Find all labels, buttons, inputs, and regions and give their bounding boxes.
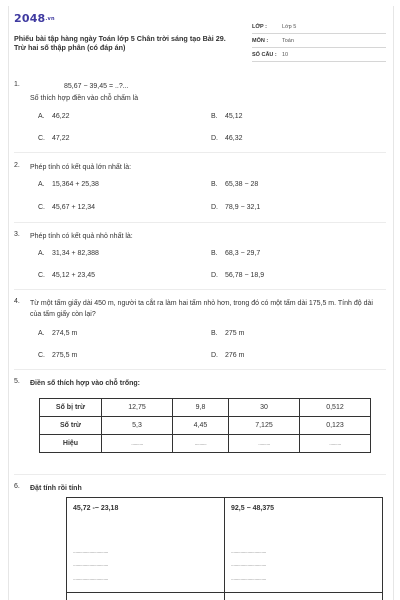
option-a[interactable]	[38, 250, 99, 257]
option-letter: C.	[38, 135, 45, 142]
table-cell: 30	[229, 399, 300, 417]
work-cell-4[interactable]	[224, 592, 383, 600]
question-text: Phép tính có kết quả nhỏ nhất là:	[30, 233, 133, 240]
work-line: ..............................	[73, 562, 109, 568]
question-number: 2.	[14, 162, 20, 169]
work-line: ..............................	[231, 562, 267, 568]
option-text: 45,67 + 12,34	[52, 204, 96, 211]
table-row	[40, 399, 371, 417]
option-b[interactable]	[211, 330, 244, 337]
divider	[14, 222, 386, 223]
meta-label: MÔN :	[252, 37, 269, 44]
option-d[interactable]	[211, 272, 264, 279]
option-letter: B.	[211, 330, 218, 337]
row-header: Hiệu	[40, 435, 102, 453]
question-text: Điền số thích hợp vào chỗ trống:	[30, 380, 140, 387]
option-text: 46,22	[52, 113, 70, 120]
option-c[interactable]	[38, 352, 77, 359]
option-letter: C.	[38, 204, 45, 211]
row-header: Số bị trừ	[40, 399, 102, 417]
option-d[interactable]	[211, 204, 260, 211]
work-expression: 92,5 − 48,375	[231, 505, 275, 512]
option-text: 65,38 − 28	[225, 181, 259, 188]
table-cell: 0,123	[299, 417, 370, 435]
meta-row-subject	[252, 34, 386, 48]
question-text: Số thích hợp điền vào chỗ chấm là	[30, 95, 139, 102]
option-letter: D.	[211, 352, 218, 359]
meta-row-count	[252, 48, 386, 62]
option-text: 45,12	[225, 113, 243, 120]
worksheet-header	[14, 12, 386, 64]
option-text: 276 m	[225, 352, 245, 359]
table-cell: 9,8	[172, 399, 228, 417]
option-text: 31,34 + 82,388	[52, 250, 99, 257]
option-letter: A.	[38, 113, 45, 120]
option-text: 45,12 + 23,45	[52, 272, 96, 279]
option-letter: B.	[211, 113, 218, 120]
option-letter: B.	[211, 181, 218, 188]
option-text: 46,32	[225, 135, 243, 142]
question-text: Đặt tính rồi tính	[30, 485, 82, 492]
meta-value: Lớp 5	[282, 23, 297, 30]
option-text: 47,22	[52, 135, 70, 142]
answer-blank[interactable]: ..........	[102, 435, 173, 453]
divider	[14, 152, 386, 153]
option-text: 15,364 + 25,38	[52, 181, 99, 188]
table-row	[40, 417, 371, 435]
question-number: 3.	[14, 231, 20, 238]
option-letter: D.	[211, 204, 218, 211]
option-letter: B.	[211, 250, 218, 257]
option-text: 275,5 m	[52, 352, 78, 359]
option-c[interactable]	[38, 204, 95, 211]
option-a[interactable]	[38, 330, 77, 337]
option-letter: A.	[38, 181, 45, 188]
option-text: 56,78 − 18,9	[225, 272, 265, 279]
answer-blank[interactable]: ..........	[299, 435, 370, 453]
work-line: ..............................	[231, 549, 267, 555]
table-cell: 4,45	[172, 417, 228, 435]
option-letter: A.	[38, 330, 45, 337]
divider	[14, 369, 386, 370]
option-b[interactable]	[211, 250, 260, 257]
question-number: 6.	[14, 483, 20, 490]
option-letter: D.	[211, 135, 218, 142]
table-cell: 12,75	[102, 399, 173, 417]
work-cell-1[interactable]	[66, 497, 225, 593]
meta-label: LỚP :	[252, 23, 267, 30]
divider	[14, 474, 386, 475]
option-a[interactable]	[38, 181, 99, 188]
logo-text: 2048	[14, 12, 46, 25]
page-title: Phiếu bài tập hàng ngày Toán lớp 5 Chân trời sáng tạo Bài 29. Trừ hai số thập phân (có đáp án)	[14, 34, 226, 52]
work-cell-2[interactable]	[224, 497, 383, 593]
work-expression: 45,72 -− 23,18	[73, 505, 119, 512]
work-line: ..............................	[231, 576, 267, 582]
fill-in-table	[39, 398, 371, 453]
row-header: Số trừ	[40, 417, 102, 435]
logo-suffix: .vn	[45, 16, 55, 22]
work-line: ..............................	[73, 576, 109, 582]
table-cell: 5,3	[102, 417, 173, 435]
site-logo[interactable]	[14, 12, 55, 25]
table-row	[40, 435, 371, 453]
table-cell: 0,512	[299, 399, 370, 417]
meta-value: 10	[282, 51, 289, 58]
question-number: 1.	[14, 81, 20, 88]
question-number: 4.	[14, 298, 20, 305]
option-letter: A.	[38, 250, 45, 257]
option-text: 274,5 m	[52, 330, 78, 337]
option-letter: C.	[38, 352, 45, 359]
option-a[interactable]	[38, 113, 70, 120]
meta-label: SỐ CÂU :	[252, 51, 277, 58]
option-b[interactable]	[211, 181, 258, 188]
answer-blank[interactable]: ..........	[172, 435, 228, 453]
option-c[interactable]	[38, 272, 95, 279]
option-b[interactable]	[211, 113, 243, 120]
option-d[interactable]	[211, 352, 244, 359]
divider	[14, 289, 386, 290]
option-text: 78,9 − 32,1	[225, 204, 261, 211]
question-text: Phép tính có kết quả lớn nhất là:	[30, 164, 132, 171]
table-cell: 7,125	[229, 417, 300, 435]
work-line: ..............................	[73, 549, 109, 555]
meta-panel	[252, 20, 386, 62]
option-c[interactable]	[38, 135, 70, 142]
option-letter: C.	[38, 272, 45, 279]
meta-value: Toán	[282, 37, 294, 44]
question-number: 5.	[14, 378, 20, 385]
option-text: 275 m	[225, 330, 245, 337]
work-cell-3[interactable]	[66, 592, 225, 600]
meta-row-class	[252, 20, 386, 34]
question-expression: 85,67 − 39,45 = ..?...	[64, 83, 129, 90]
question-text: Từ một tấm giấy dài 450 m, người ta cắt ra làm hai tấm nhỏ hơn, trong đó có một tấm dài 175,5 m. Tính độ dài của tấm giấy còn lại?	[30, 300, 373, 318]
option-d[interactable]	[211, 135, 243, 142]
option-letter: D.	[211, 272, 218, 279]
option-text: 68,3 − 29,7	[225, 250, 261, 257]
answer-blank[interactable]: ..........	[229, 435, 300, 453]
